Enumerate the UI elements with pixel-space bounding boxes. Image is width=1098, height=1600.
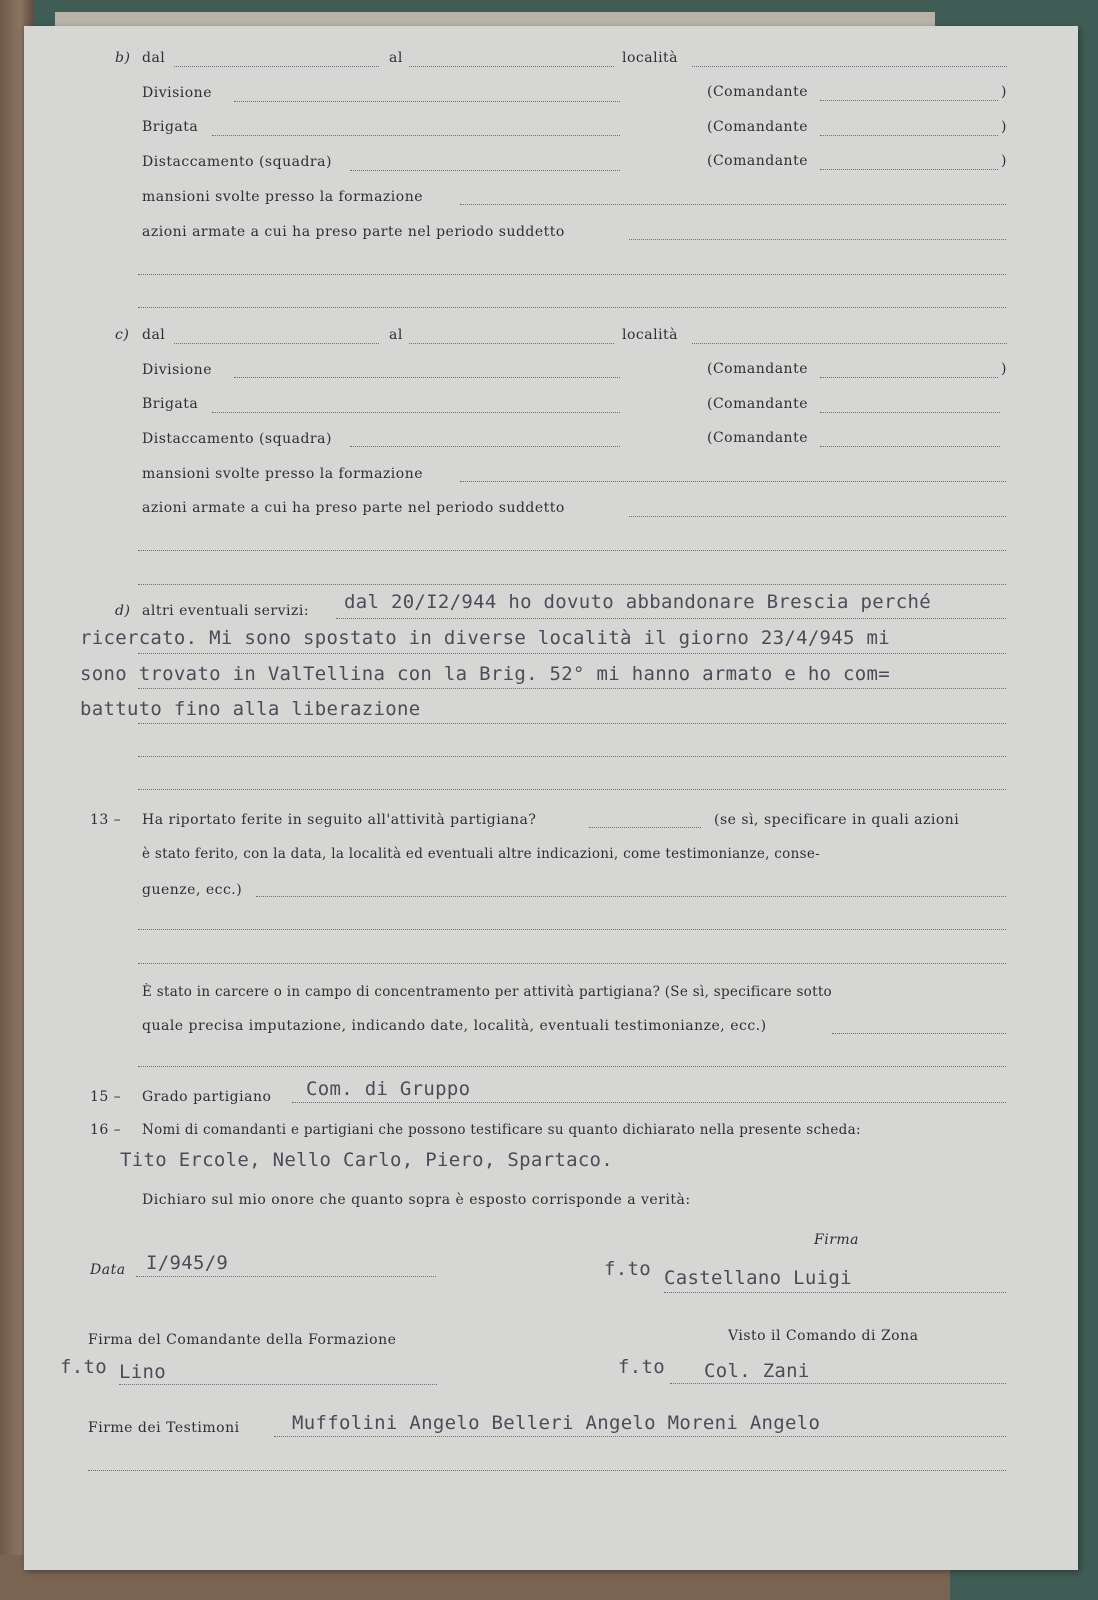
section-c-al-label: al [389, 327, 403, 343]
section-b-comandante-1-field[interactable] [820, 100, 998, 101]
section-d-typed-line-4: battuto fino alla liberazione [80, 698, 421, 720]
q15-label: Grado partigiano [142, 1089, 272, 1105]
q16-value: Tito Ercole, Nello Carlo, Piero, Spartaco. [120, 1149, 614, 1171]
section-d-line-5[interactable] [138, 756, 1006, 757]
section-b-distaccamento-field[interactable] [350, 170, 620, 171]
q15-value: Com. di Gruppo [306, 1078, 471, 1100]
section-c-azioni-label: azioni armate a cui ha preso parte nel periodo suddetto [142, 500, 565, 516]
section-b-dal-field[interactable] [174, 66, 379, 67]
section-b-al-field[interactable] [409, 66, 614, 67]
section-b-divisione-label: Divisione [142, 85, 212, 101]
q16-number: 16 – [90, 1122, 122, 1138]
q13-number: 13 – [90, 812, 122, 828]
section-d-typed-line-1: dal 20/I2/944 ho dovuto abbandonare Brescia perché [344, 591, 931, 613]
section-b-paren-1: ) [1001, 84, 1007, 100]
form-page [24, 26, 1078, 1570]
declaration-text: Dichiaro sul mio onore che quanto sopra è esposto corrisponde a verità: [142, 1192, 691, 1208]
section-c-comandante-3-label: (Comandante [707, 430, 808, 446]
section-b-dal-label: dal [142, 50, 166, 66]
section-c-comandante-2-field[interactable] [820, 412, 1000, 413]
section-d-marker: d) [115, 603, 131, 619]
q13-line-2[interactable] [138, 929, 1006, 930]
data-value: I/945/9 [146, 1252, 229, 1274]
section-c-extra-line-1[interactable] [138, 550, 1006, 551]
commander-field[interactable] [119, 1384, 437, 1385]
section-b-comandante-1-label: (Comandante [707, 84, 808, 100]
data-field[interactable] [136, 1276, 436, 1277]
section-c-divisione-label: Divisione [142, 362, 212, 378]
q13-line-3[interactable] [138, 963, 1006, 964]
commander-fto: f.to [60, 1356, 107, 1378]
section-b-comandante-2-label: (Comandante [707, 119, 808, 135]
section-b-azioni-field[interactable] [629, 239, 1006, 240]
section-b-mansioni-field[interactable] [460, 204, 1006, 205]
zona-field[interactable] [670, 1383, 1006, 1384]
zona-label: Visto il Comando di Zona [728, 1328, 919, 1344]
q16-label: Nomi di comandanti e partigiani che possono testificare su quanto dichiarato nella presente scheda: [142, 1122, 861, 1138]
firma-field[interactable] [664, 1292, 1006, 1293]
section-d-typed-line-2: ricercato. Mi sono spostato in diverse località il giorno 23/4/945 mi [80, 627, 890, 649]
q13-line-1[interactable] [256, 896, 1006, 897]
section-c-azioni-field[interactable] [629, 516, 1006, 517]
section-c-brigata-label: Brigata [142, 396, 199, 412]
section-d-line-6[interactable] [138, 789, 1006, 790]
section-d-line-4[interactable] [138, 723, 1006, 724]
section-c-comandante-2-label: (Comandante [707, 396, 808, 412]
witnesses-value: Muffolini Angelo Belleri Angelo Moreni Angelo [292, 1412, 821, 1434]
section-b-extra-line-1[interactable] [138, 274, 1006, 275]
section-c-al-field[interactable] [409, 343, 614, 344]
section-b-azioni-label: azioni armate a cui ha preso parte nel periodo suddetto [142, 224, 565, 240]
section-b-mansioni-label: mansioni svolte presso la formazione [142, 189, 424, 205]
section-c-localita-label: località [622, 327, 679, 343]
section-b-divisione-field[interactable] [234, 101, 620, 102]
q15-field[interactable] [292, 1102, 1006, 1103]
section-c-brigata-field[interactable] [212, 412, 620, 413]
section-b-distaccamento-label: Distaccamento (squadra) [142, 154, 332, 170]
section-d-line-2[interactable] [138, 653, 1006, 654]
section-b-extra-line-2[interactable] [138, 307, 1006, 308]
zona-value: Col. Zani [704, 1360, 810, 1382]
section-c-distaccamento-label: Distaccamento (squadra) [142, 431, 332, 447]
section-c-mansioni-field[interactable] [460, 481, 1006, 482]
section-c-dal-label: dal [142, 327, 166, 343]
section-c-mansioni-label: mansioni svolte presso la formazione [142, 466, 424, 482]
section-c-paren-1: ) [1001, 361, 1007, 377]
section-b-comandante-3-field[interactable] [820, 169, 998, 170]
commander-value: Lino [119, 1361, 166, 1383]
section-d-line-1[interactable] [336, 618, 1006, 619]
data-label: Data [90, 1262, 126, 1278]
q15-number: 15 – [90, 1089, 122, 1105]
commander-label: Firma del Comandante della Formazione [88, 1332, 397, 1348]
section-d-label: altri eventuali servizi: [142, 603, 310, 619]
q13-question-line-2: è stato ferito, con la data, la località ed eventuali altre indicazioni, come testimonianze, conse- [142, 846, 820, 862]
q13-question-right: (se sì, specificare in quali azioni [714, 812, 960, 828]
section-b-brigata-label: Brigata [142, 119, 199, 135]
q14-line-1[interactable] [138, 1066, 1006, 1067]
firma-fto: f.to [604, 1258, 651, 1280]
section-b-paren-2: ) [1001, 119, 1007, 135]
section-b-localita-field[interactable] [692, 66, 1007, 67]
section-c-comandante-1-field[interactable] [820, 377, 998, 378]
section-b-paren-3: ) [1001, 153, 1007, 169]
witnesses-label: Firme dei Testimoni [88, 1420, 240, 1436]
q13-question: Ha riportato ferite in seguito all'attività partigiana? [142, 812, 537, 828]
section-c-localita-field[interactable] [692, 343, 1007, 344]
section-d-line-3[interactable] [138, 688, 1006, 689]
section-c-marker: c) [115, 327, 130, 343]
q14-question-line-2: quale precisa imputazione, indicando date, località, eventuali testimonianze, ecc.) [142, 1018, 767, 1034]
section-b-brigata-field[interactable] [212, 135, 620, 136]
section-c-dal-field[interactable] [174, 343, 379, 344]
section-b-comandante-3-label: (Comandante [707, 153, 808, 169]
firma-label: Firma [814, 1232, 860, 1248]
witnesses-field-2[interactable] [88, 1470, 1006, 1471]
zona-fto: f.to [618, 1356, 665, 1378]
section-d-typed-line-3: sono trovato in ValTellina con la Brig. 52° mi hanno armato e ho com= [80, 663, 890, 685]
section-c-comandante-1-label: (Comandante [707, 361, 808, 377]
section-c-comandante-3-field[interactable] [820, 446, 1000, 447]
section-b-marker: b) [115, 50, 131, 66]
section-b-localita-label: località [622, 50, 679, 66]
section-c-distaccamento-field[interactable] [350, 446, 620, 447]
witnesses-field-1[interactable] [274, 1436, 1006, 1437]
section-b-al-label: al [389, 50, 403, 66]
firma-value: Castellano Luigi [664, 1267, 852, 1289]
q14-question-line-1: È stato in carcere o in campo di concentramento per attività partigiana? (Se sì, specificare sotto [142, 984, 832, 1000]
section-c-extra-line-2[interactable] [138, 584, 1006, 585]
q14-answer-field[interactable] [832, 1033, 1006, 1034]
q13-answer-field[interactable] [589, 827, 701, 828]
section-c-divisione-field[interactable] [234, 377, 620, 378]
q13-question-line-3: guenze, ecc.) [142, 882, 243, 898]
section-b-comandante-2-field[interactable] [820, 135, 998, 136]
